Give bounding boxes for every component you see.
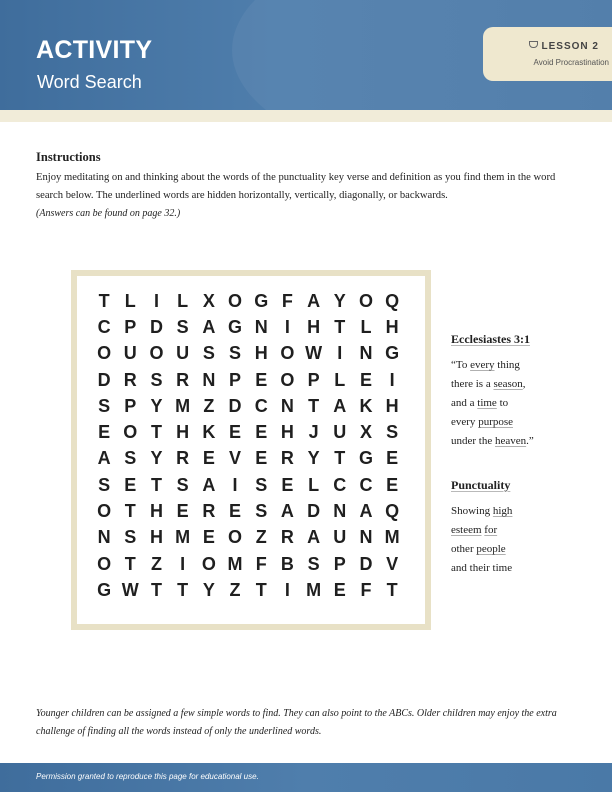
grid-letter: D	[149, 316, 163, 337]
grid-letter: O	[358, 290, 373, 311]
grid-letter: R	[202, 501, 216, 522]
grid-letter: P	[229, 369, 242, 390]
grid-letter: U	[123, 343, 137, 364]
grid-letter: P	[124, 316, 137, 337]
grid-letter: O	[228, 527, 243, 548]
grid-letter: E	[98, 422, 111, 443]
definition-heading: Punctuality	[451, 478, 511, 492]
lesson-name: Avoid Procrastination	[533, 58, 609, 67]
grid-letter: A	[333, 395, 347, 416]
grid-letter: T	[255, 579, 267, 600]
grid-letter: Y	[150, 395, 163, 416]
grid-letter: K	[359, 395, 373, 416]
grid-letter: O	[228, 290, 243, 311]
grid-letter: C	[359, 474, 373, 495]
word-search-grid	[91, 288, 405, 604]
grid-letter: F	[255, 553, 267, 574]
grid-letter: Z	[203, 395, 215, 416]
grid-letter: Q	[385, 290, 400, 311]
grid-letter: I	[337, 343, 343, 364]
grid-letter: Q	[385, 501, 400, 522]
instructions-body	[36, 169, 581, 223]
grid-letter: O	[97, 553, 112, 574]
line-text: ,	[522, 378, 526, 390]
line-text: .”	[526, 435, 534, 447]
grid-letter: R	[123, 369, 137, 390]
bottom-note: Younger children can be assigned a few simple words to find. They can also point to the ABCs. Older children may enjoy the extra challenge of finding all the words instead of only the underlined words.	[36, 708, 557, 737]
grid-letter: S	[255, 474, 268, 495]
instructions-text: Enjoy meditating on and thinking about the words of the punctuality key verse and definition as you find them in the word search below. The underlined words are hidden horizontally, vertically, diagonally, or backwards.	[36, 172, 556, 201]
grid-letter: X	[202, 290, 215, 311]
line-text: other	[451, 543, 477, 555]
line-text: thing	[494, 359, 520, 371]
grid-letter: S	[386, 422, 399, 443]
grid-letter: H	[149, 501, 163, 522]
grid-letter: H	[149, 527, 163, 548]
grid-letter: E	[255, 369, 268, 390]
grid-letter: P	[333, 553, 346, 574]
grid-letter: S	[176, 474, 189, 495]
grid-letter: A	[202, 316, 216, 337]
grid-letter: F	[360, 579, 372, 600]
grid-letter: S	[176, 316, 189, 337]
grid-letter: E	[281, 474, 294, 495]
grid-letter: O	[97, 343, 112, 364]
grid-letter: W	[121, 579, 139, 600]
line-text: Showing	[451, 505, 493, 517]
side-line	[451, 432, 534, 451]
grid-letter: H	[385, 316, 399, 337]
activity-subtitle: Word Search	[37, 72, 142, 92]
grid-letter: G	[254, 290, 269, 311]
grid-letter: N	[333, 501, 347, 522]
verse-reference: Ecclesiastes 3:1	[451, 332, 530, 346]
grid-letter: H	[280, 422, 294, 443]
grid-letter: E	[255, 422, 268, 443]
grid-letter: E	[124, 474, 137, 495]
grid-letter: I	[153, 290, 159, 311]
side-line	[451, 502, 512, 521]
underlined-word: esteem	[451, 524, 482, 536]
line-text: “To	[451, 359, 471, 371]
grid-letter: E	[359, 369, 372, 390]
grid-letter: S	[124, 448, 137, 469]
grid-letter: C	[333, 474, 347, 495]
grid-letter: O	[201, 553, 216, 574]
grid-letter: D	[359, 553, 373, 574]
grid-letter: P	[307, 369, 320, 390]
grid-letter: E	[176, 501, 189, 522]
grid-letter: U	[333, 527, 347, 548]
grid-letter: Y	[150, 448, 163, 469]
grid-letter: T	[334, 316, 346, 337]
footer-permission: Permission granted to reproduce this page for educational use.	[36, 772, 259, 781]
grid-letter: S	[255, 501, 268, 522]
grid-letter: V	[229, 448, 242, 469]
verse-text	[451, 356, 534, 451]
underlined-word: high	[492, 505, 513, 517]
grid-letter: N	[254, 316, 268, 337]
grid-letter: D	[307, 501, 321, 522]
grid-letter: D	[228, 395, 242, 416]
grid-letter: J	[308, 422, 319, 443]
grid-letter: T	[334, 448, 346, 469]
grid-letter: G	[385, 343, 400, 364]
grid-letter: P	[124, 395, 137, 416]
grid-letter: I	[232, 474, 238, 495]
grid-letter: T	[150, 579, 162, 600]
grid-letter: N	[97, 527, 111, 548]
grid-letter: F	[281, 290, 293, 311]
side-line	[451, 356, 534, 375]
grid-letter: Y	[333, 290, 346, 311]
grid-letter: N	[280, 395, 294, 416]
grid-letter: Y	[202, 579, 215, 600]
grid-letter: Y	[307, 448, 320, 469]
grid-letter: U	[333, 422, 347, 443]
grid-letter: V	[386, 553, 399, 574]
grid-letter: N	[202, 369, 216, 390]
grid-letter: L	[177, 290, 189, 311]
side-line	[451, 559, 512, 578]
activity-title: ACTIVITY	[36, 36, 153, 64]
grid-letter: E	[229, 501, 242, 522]
grid-letter: S	[202, 343, 215, 364]
grid-letter: O	[280, 369, 295, 390]
grid-letter: X	[359, 422, 372, 443]
grid-letter: R	[176, 369, 190, 390]
grid-letter: E	[202, 448, 215, 469]
instructions-title: Instructions	[36, 150, 101, 164]
grid-letter: C	[254, 395, 268, 416]
grid-letter: A	[307, 527, 321, 548]
grid-letter: E	[386, 448, 399, 469]
underlined-word: purpose	[478, 416, 514, 428]
grid-letter: S	[98, 474, 111, 495]
grid-letter: L	[334, 369, 346, 390]
grid-letter: T	[98, 290, 110, 311]
grid-letter: E	[386, 474, 399, 495]
side-line	[451, 394, 534, 413]
grid-letter: E	[202, 527, 215, 548]
grid-letter: W	[305, 343, 323, 364]
grid-letter: D	[97, 369, 111, 390]
grid-letter: O	[280, 343, 295, 364]
grid-letter: E	[255, 448, 268, 469]
lesson-badge	[483, 27, 612, 81]
grid-letter: L	[360, 316, 372, 337]
grid-letter: H	[176, 422, 190, 443]
line-text: every	[451, 416, 479, 428]
line-text: and a	[451, 397, 478, 409]
side-line	[451, 375, 534, 394]
grid-letter: M	[306, 579, 322, 600]
grid-letter: A	[307, 290, 321, 311]
grid-letter: S	[307, 553, 320, 574]
grid-letter: O	[97, 501, 112, 522]
grid-letter: N	[359, 343, 373, 364]
grid-letter: R	[176, 448, 190, 469]
grid-letter: S	[98, 395, 111, 416]
grid-letter: M	[175, 395, 191, 416]
grid-letter: E	[333, 579, 346, 600]
grid-letter: I	[284, 316, 290, 337]
grid-letter: A	[202, 474, 216, 495]
grid-letter: M	[175, 527, 191, 548]
line-text: under the	[451, 435, 495, 447]
lesson-label: LESSON 2	[541, 41, 599, 52]
grid-letter: I	[180, 553, 186, 574]
grid-letter: M	[384, 527, 400, 548]
line-text: and their time	[451, 562, 513, 574]
grid-letter: O	[149, 343, 164, 364]
grid-letter: T	[124, 501, 136, 522]
lesson-number	[529, 41, 599, 52]
side-line	[451, 521, 512, 540]
underlined-word: for	[484, 524, 498, 536]
grid-letter: A	[359, 501, 373, 522]
grid-letter: H	[307, 316, 321, 337]
line-text: to	[496, 397, 509, 409]
line-text: there is a	[451, 378, 494, 390]
grid-letter: Z	[150, 553, 162, 574]
heart-icon	[529, 41, 538, 48]
grid-letter: R	[280, 448, 294, 469]
grid-letter: L	[124, 290, 136, 311]
grid-letter: G	[228, 316, 243, 337]
grid-letter: K	[202, 422, 216, 443]
grid-letter: Z	[255, 527, 267, 548]
underlined-word: people	[476, 543, 506, 555]
grid-letter: U	[176, 343, 190, 364]
grid-letter: L	[308, 474, 320, 495]
header-strip	[0, 110, 612, 122]
grid-letter: N	[359, 527, 373, 548]
grid-letter: H	[254, 343, 268, 364]
grid-letter: A	[97, 448, 111, 469]
underlined-word: every	[470, 359, 495, 371]
underlined-word: season	[493, 378, 523, 390]
side-line	[451, 540, 512, 559]
grid-letter: C	[97, 316, 111, 337]
underlined-word: heaven	[494, 435, 527, 447]
grid-letter: E	[229, 422, 242, 443]
side-line	[451, 413, 534, 432]
grid-letter: Z	[229, 579, 241, 600]
grid-letter: H	[385, 395, 399, 416]
grid-letter: S	[124, 527, 137, 548]
grid-letter: T	[150, 474, 162, 495]
grid-letter: T	[386, 579, 398, 600]
definition-text	[451, 502, 512, 578]
grid-letter: I	[389, 369, 395, 390]
grid-letter: B	[280, 553, 294, 574]
underlined-word: time	[477, 397, 497, 409]
grid-letter: M	[227, 553, 243, 574]
answers-note: (Answers can be found on page 32.)	[36, 208, 181, 219]
word-search-frame	[71, 270, 431, 630]
grid-letter: O	[123, 422, 138, 443]
grid-letter: A	[280, 501, 294, 522]
grid-letter: T	[124, 553, 136, 574]
grid-letter: T	[150, 422, 162, 443]
grid-letter: G	[97, 579, 112, 600]
grid-letter: I	[284, 579, 290, 600]
page-footer	[0, 763, 612, 792]
grid-letter: G	[358, 448, 373, 469]
grid-letter: T	[177, 579, 189, 600]
grid-letter: S	[229, 343, 242, 364]
grid-letter: R	[280, 527, 294, 548]
grid-letter: T	[308, 395, 320, 416]
grid-letter: S	[150, 369, 163, 390]
